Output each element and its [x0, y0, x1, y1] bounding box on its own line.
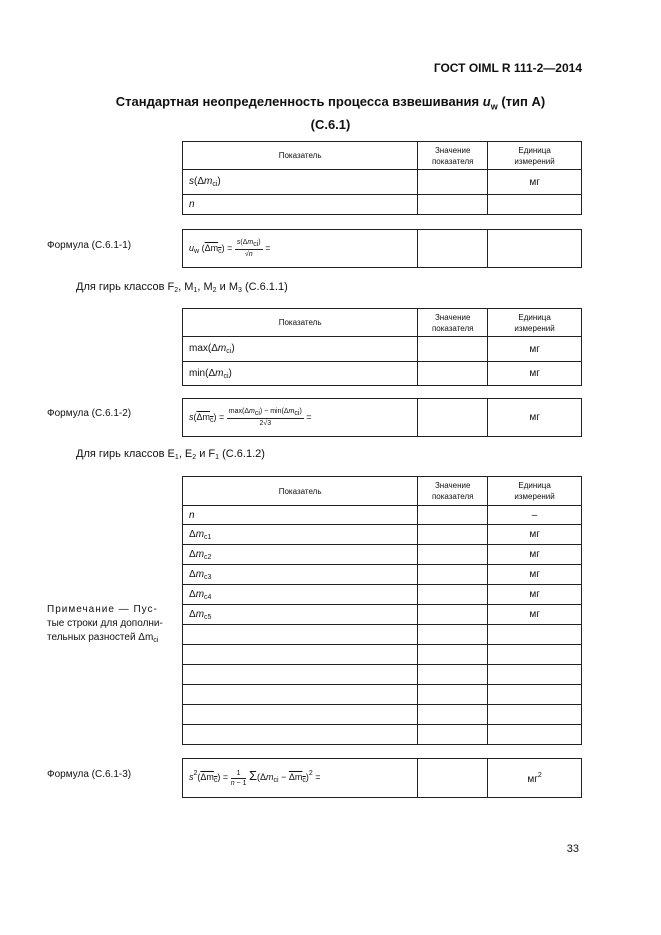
table-cell-value	[418, 506, 488, 525]
formula-1-expression: $u_w$ $(\Delta m_c)$ = $\frac{\text{s(Δmci)}}{√n}$ =	[183, 230, 418, 268]
table-3	[182, 476, 582, 745]
table-row-label: $\Delta m_{c2}$	[183, 545, 418, 565]
table-cell-unit: –	[488, 506, 582, 525]
table-row-label: n	[183, 506, 418, 525]
table-row-empty	[183, 665, 418, 685]
header-indicator: Показатель	[183, 309, 418, 337]
table-2	[182, 308, 582, 386]
formula-3-expression: $s^2(\Delta m_c)$ = $\frac{1}{n - 1}$ $\Sigma(\Delta m_{ci} - \Delta m_c)^2$ =	[183, 759, 418, 798]
table-row-empty	[183, 625, 418, 645]
table-row-label: $\Delta m_{c3}$	[183, 565, 418, 585]
document-header: ГОСТ OIML R 111-2—2014	[433, 61, 582, 75]
formula-2-value	[418, 399, 488, 437]
table-cell-value	[418, 545, 488, 565]
header-value: Значение показателя	[418, 142, 488, 170]
formula-1-row	[182, 229, 582, 268]
formula-1-value	[418, 230, 488, 268]
table-note: Примечание — Пус- тые строки для дополни- тельных разностей $\Delta m_{ci}$	[47, 604, 163, 644]
table-row-label: $\Delta m_{c1}$	[183, 525, 418, 545]
formula-2-unit: мг	[488, 399, 582, 437]
table-cell-value	[418, 585, 488, 605]
section-e-heading: Для гирь классов $E_1$, $E_2$ и $F_1$ (С.6.1.2)	[76, 448, 265, 461]
header-indicator: Показатель	[183, 142, 418, 170]
table-cell-unit: мг	[488, 170, 582, 195]
table-row-empty	[183, 685, 418, 705]
formula-3-row	[182, 758, 582, 798]
table-row-empty	[183, 725, 418, 745]
header-unit: Единица измерений	[488, 309, 582, 337]
table-row-label: $\min(\Delta m_{ci})$	[183, 362, 418, 386]
formula-3-unit: $мг^2$	[488, 759, 582, 798]
formula-2-expression: $s(\Delta m_c)$ = $\frac{\text{max(Δmci) − min(Δmci)}}{2√3}$ =	[183, 399, 418, 437]
table-row-empty	[183, 645, 418, 665]
table-cell-unit: мг	[488, 585, 582, 605]
table-1	[182, 141, 582, 215]
table-row-empty	[183, 705, 418, 725]
table-row-label: $s(\Delta m_{ci})$	[183, 170, 418, 195]
table-cell-unit: мг	[488, 605, 582, 625]
table-cell-unit: мг	[488, 337, 582, 362]
formula-2-label: Формула (С.6.1-2)	[47, 408, 132, 419]
table-cell-value	[418, 565, 488, 585]
section-title: Стандартная неопределенность процесса взвешивания $u_w$ (тип А)	[115, 94, 546, 112]
header-indicator: Показатель	[183, 477, 418, 506]
table-cell-unit: мг	[488, 525, 582, 545]
formula-3-label: Формула (С.6.1-3)	[47, 769, 132, 780]
formula-3-value	[418, 759, 488, 798]
table-cell-unit: мг	[488, 545, 582, 565]
table-cell-value	[418, 605, 488, 625]
table-row-label: $\Delta m_{c4}$	[183, 585, 418, 605]
formula-2-row	[182, 398, 582, 437]
table-cell-value	[418, 170, 488, 195]
table-cell-unit: мг	[488, 362, 582, 386]
table-row-label: $\max(\Delta m_{ci})$	[183, 337, 418, 362]
section-number: (С.6.1)	[310, 117, 351, 132]
table-cell-value	[418, 362, 488, 386]
formula-1-unit	[488, 230, 582, 268]
table-cell-value	[418, 337, 488, 362]
table-row-label: $\Delta m_{c5}$	[183, 605, 418, 625]
header-value: Значение показателя	[418, 477, 488, 506]
table-cell-unit	[488, 195, 582, 215]
header-unit: Единица измерений	[488, 142, 582, 170]
page-number: 33	[566, 843, 579, 855]
formula-1-label: Формула (С.6.1-1)	[47, 240, 132, 251]
section-f-heading: Для гирь классов $F_2$, $M_1$, $M_2$ и $M_3$ (С.6.1.1)	[76, 281, 288, 294]
table-cell-value	[418, 195, 488, 215]
header-unit: Единица измерений	[488, 477, 582, 506]
table-cell-unit: мг	[488, 565, 582, 585]
table-row-label: n	[183, 195, 418, 215]
header-value: Значение показателя	[418, 309, 488, 337]
table-cell-value	[418, 525, 488, 545]
